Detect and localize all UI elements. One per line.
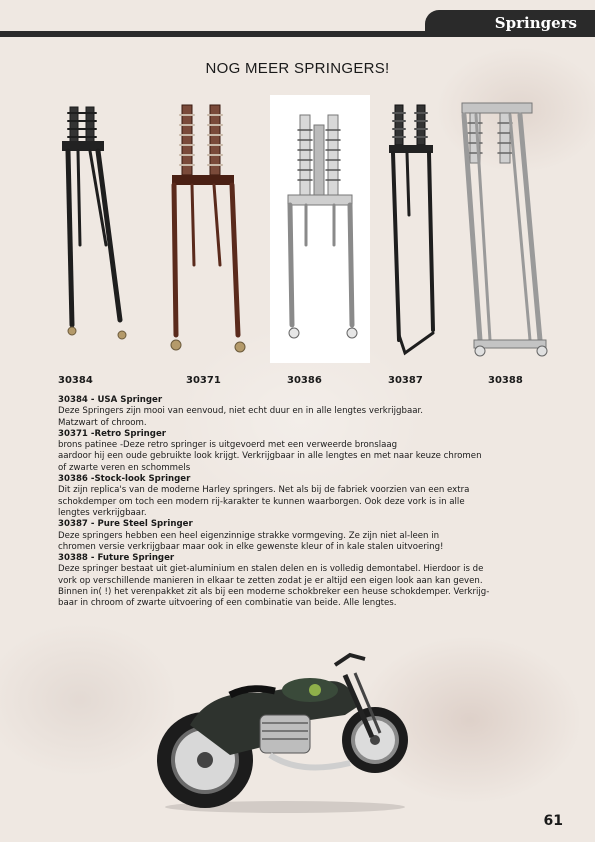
description-line: Deze springers hebben een heel eigenzinnige strakke vormgeving. Ze zijn niet al-leen in bbox=[58, 530, 440, 541]
description-line: Binnen in( !) het verenpakket zit als bij een moderne schokbreker een heuse schokdemper. Verkrijg- bbox=[58, 587, 490, 598]
description-heading: 30388 - Future Springer bbox=[58, 553, 175, 564]
description-line: vork op verschillende manieren in elkaar te zetten zodat je er altijd een eigen look aan kan geven. bbox=[58, 575, 483, 586]
description-line: Deze Springers zijn mooi van eenvoud, niet echt duur en in alle lengtes verkrijgbaar. bbox=[58, 406, 423, 417]
product-image-30384 bbox=[50, 95, 135, 350]
product-code-label: 30387 bbox=[388, 375, 423, 386]
description-line: of zwarte veren en schommels bbox=[58, 462, 191, 473]
description-heading: 30386 -Stock-look Springer bbox=[58, 474, 191, 485]
description-line: baar in chroom of zwarte uitvoering of een combinatie van beide. Alle lengtes. bbox=[58, 598, 397, 609]
product-image-30387 bbox=[383, 95, 448, 360]
description-line: brons patinee -Deze retro springer is uitgevoerd met een verweerde bronslaag bbox=[58, 440, 398, 451]
description-line: chromen versie verkrijgbaar maar ook in elke gewenste kleur of in kale stalen uitvoering! bbox=[58, 541, 444, 552]
product-image-30386 bbox=[270, 95, 370, 363]
page-title: NOG MEER SPRINGERS! bbox=[205, 60, 390, 77]
product-image-30388 bbox=[450, 95, 560, 365]
product-code-label: 30386 bbox=[287, 375, 322, 386]
description-line: Deze springer bestaat uit giet-aluminium en stalen delen en is volledig demontabel. Hierdoor is de bbox=[58, 564, 484, 575]
description-heading: 30387 - Pure Steel Springer bbox=[58, 519, 193, 530]
description-line: Matzwart of chroom. bbox=[58, 417, 147, 428]
description-line: aardoor hij een oude gebruikte look krijgt. Verkrijgbaar in alle lengtes en met naar keuze chromen bbox=[58, 451, 482, 462]
product-code-label: 30388 bbox=[488, 375, 523, 386]
description-line: Dit zijn replica's van de moderne Harley springers. Net als bij de fabriek voorzien van een extra bbox=[58, 485, 470, 496]
section-tab bbox=[425, 10, 595, 37]
description-heading: 30371 -Retro Springer bbox=[58, 428, 167, 439]
product-code-label: 30371 bbox=[186, 375, 221, 386]
description-heading: 30384 - USA Springer bbox=[58, 395, 163, 405]
product-code-label: 30384 bbox=[58, 375, 93, 386]
section-title: Springers bbox=[494, 14, 577, 32]
description-line: lengtes verkrijgbaar. bbox=[58, 507, 147, 518]
motorcycle-illustration bbox=[150, 635, 420, 819]
product-descriptions bbox=[58, 395, 548, 610]
description-line: schokdemper om toch een modern rij-karakter te kunnen waarborgen. Ook deze vork is in alle bbox=[58, 496, 465, 507]
product-image-30371 bbox=[158, 95, 258, 365]
page-number: 61 bbox=[543, 813, 563, 829]
